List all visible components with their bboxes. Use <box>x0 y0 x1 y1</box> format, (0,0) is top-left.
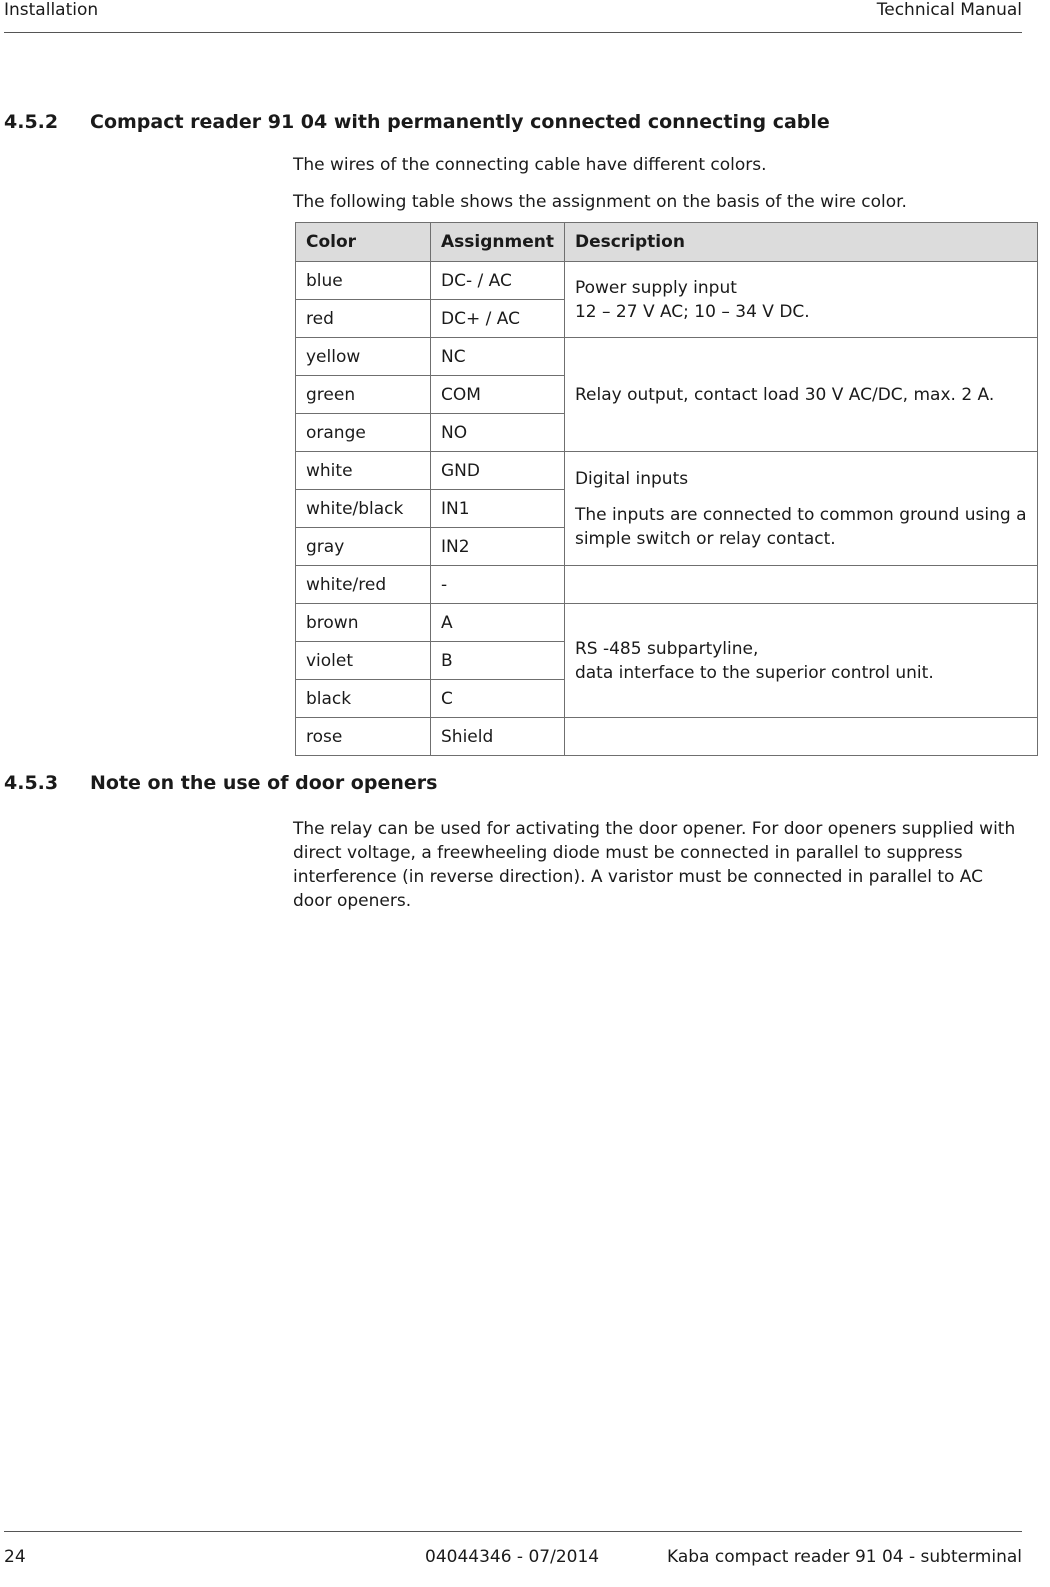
page-footer <box>4 1531 1022 1587</box>
cell-assignment: - <box>431 566 565 604</box>
header-chapter: Installation <box>4 0 99 20</box>
table-row <box>296 452 1038 490</box>
product-name: Kaba compact reader 91 04 - subterminal <box>667 1547 1022 1567</box>
cell-description-power <box>564 262 1037 338</box>
section-number: 4.5.2 <box>4 111 59 133</box>
page-header <box>4 0 1022 33</box>
cell-assignment: NC <box>431 338 565 376</box>
cell-assignment: A <box>431 604 565 642</box>
cell-color: rose <box>296 718 431 756</box>
cell-assignment: GND <box>431 452 565 490</box>
cell-description-rs485 <box>564 604 1037 718</box>
cell-assignment: IN2 <box>431 528 565 566</box>
cell-description-empty <box>564 718 1037 756</box>
cell-color: green <box>296 376 431 414</box>
document-number: 04044346 - 07/2014 <box>425 1547 600 1567</box>
section-heading-4-5-2 <box>4 111 830 133</box>
wire-assignment-table <box>295 222 1038 756</box>
cell-assignment: COM <box>431 376 565 414</box>
section-title: Compact reader 91 04 with permanently connected connecting cable <box>90 111 830 133</box>
rs485-description-line1: RS -485 subpartyline, <box>574 638 759 659</box>
digital-inputs-body: The inputs are connected to common ground using a simple switch or relay contact. <box>574 504 1027 549</box>
table-row <box>296 262 1038 300</box>
cell-color: violet <box>296 642 431 680</box>
column-header-assignment: Assignment <box>431 223 565 262</box>
intro-paragraph-1: The wires of the connecting cable have different colors. <box>293 155 767 175</box>
column-header-description: Description <box>564 223 1037 262</box>
cell-color: gray <box>296 528 431 566</box>
cell-assignment: C <box>431 680 565 718</box>
cell-assignment: DC- / AC <box>431 262 565 300</box>
header-manual-title: Technical Manual <box>876 0 1022 20</box>
cell-assignment: Shield <box>431 718 565 756</box>
table-row <box>296 566 1038 604</box>
cell-assignment: B <box>431 642 565 680</box>
cell-color: yellow <box>296 338 431 376</box>
section-number: 4.5.3 <box>4 772 59 794</box>
page-number: 24 <box>4 1547 26 1567</box>
power-description-line1: Power supply input <box>574 277 737 298</box>
table-row <box>296 338 1038 376</box>
cell-color: white/red <box>296 566 431 604</box>
cell-description-relay: Relay output, contact load 30 V AC/DC, max. 2 A. <box>564 338 1037 452</box>
section-heading-4-5-3 <box>4 772 437 794</box>
cell-assignment: NO <box>431 414 565 452</box>
cell-color: white <box>296 452 431 490</box>
column-header-color: Color <box>296 223 431 262</box>
section-title: Note on the use of door openers <box>90 772 438 794</box>
rs485-description-line2: data interface to the superior control unit. <box>574 662 934 683</box>
cell-description-digital-inputs <box>564 452 1037 566</box>
intro-paragraph-2: The following table shows the assignment on the basis of the wire color. <box>293 192 907 212</box>
table-header-row <box>296 223 1038 262</box>
digital-inputs-title: Digital inputs <box>574 468 689 489</box>
table-row <box>296 604 1038 642</box>
cell-color: orange <box>296 414 431 452</box>
door-opener-note: The relay can be used for activating the door opener. For door openers supplied with direct voltage, a freewheeling diode must be connected in parallel to suppress interference (in reverse direction). A varistor must be connected in parallel to AC door openers. <box>293 819 1016 911</box>
cell-color: blue <box>296 262 431 300</box>
table-row <box>296 718 1038 756</box>
cell-color: brown <box>296 604 431 642</box>
power-description-line2: 12 – 27 V AC; 10 – 34 V DC. <box>574 301 810 322</box>
cell-color: red <box>296 300 431 338</box>
cell-color: white/black <box>296 490 431 528</box>
cell-description-empty <box>564 566 1037 604</box>
cell-assignment: IN1 <box>431 490 565 528</box>
cell-assignment: DC+ / AC <box>431 300 565 338</box>
cell-color: black <box>296 680 431 718</box>
